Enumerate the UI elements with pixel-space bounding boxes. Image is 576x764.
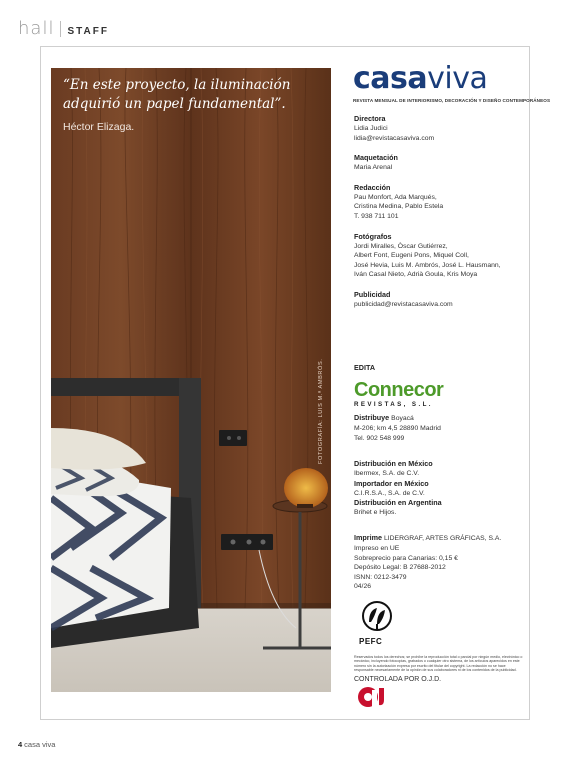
- connecor-subtitle: REVISTAS, S.L.: [354, 401, 433, 408]
- page-title: STAFF: [67, 26, 109, 37]
- edita-label: EDITA: [354, 363, 376, 372]
- staff-email: publicidad@revistacasaviva.com: [354, 300, 453, 308]
- staff-block-publicidad: [354, 290, 524, 310]
- staff-role: Directora: [354, 114, 386, 123]
- logo-part-casa: casa: [353, 61, 428, 96]
- printer-line: Sobreprecio para Canarias: 0,15 €: [354, 554, 458, 562]
- staff-line: José Hevia, Luis M. Ambrós, José L. Hausmann,: [354, 261, 501, 269]
- staff-phone: T. 938 711 101: [354, 212, 399, 220]
- distributor-name: Boyacá: [391, 415, 414, 422]
- header-divider: [60, 21, 61, 37]
- printer-label: Imprime: [354, 533, 382, 542]
- staff-line: Albert Font, Eugeni Pons, Miquel Coll,: [354, 252, 469, 260]
- pull-quote: “En este proyecto, la iluminación adquirió un papel fundamental”.: [63, 77, 291, 112]
- legal-notice: Reservados todos los derechos; se prohíbe la reproducción total o parcial por ningún medio, electrónico o mecánico, incluyendo fotocopias, grabados o cualquier otro sistema, de los artículos aparecidos en este número sin la autorización expresa por escrito del titular del copyright. La redacción no se hace responsable necesariamente de la opinión de sus colaboradores ni de los contenidos de la publicidad.: [354, 655, 523, 673]
- logo-part-viva: viva: [427, 61, 488, 96]
- staff-role: Publicidad: [354, 289, 391, 299]
- staff-role: Redacción: [354, 182, 391, 192]
- staff-line: Pau Monfort, Ada Marqués,: [354, 193, 437, 201]
- masthead: [353, 61, 551, 103]
- ojd-label: CONTROLADA POR O.J.D.: [354, 676, 442, 683]
- intl-value: Ibermex, S.A. de C.V.: [354, 470, 420, 477]
- staff-line: Iván Casal Nieto, Adrià Goula, Kris Moya: [354, 271, 478, 279]
- staff-credits: [354, 114, 524, 320]
- distributor-heading: [354, 413, 524, 424]
- page-number: 4: [18, 740, 23, 749]
- quote-author: Héctor Elizaga.: [63, 121, 135, 133]
- staff-email: lidia@revistacasaviva.com: [354, 134, 435, 142]
- photo-credit-text: FOTOGRAFÍA: LUIS M.ª AMBRÓS.: [318, 358, 324, 464]
- staff-block-fotografos: [354, 232, 524, 280]
- staff-line: Lidia Judici: [354, 125, 388, 132]
- pefc-label: PEFC: [359, 637, 383, 646]
- intl-label: Distribución en Argentina: [354, 498, 442, 508]
- printer-line: Depósito Legal: B 27688-2012: [354, 564, 446, 572]
- distributor-label: Distribuye: [354, 413, 390, 422]
- footer-magazine: casa viva: [24, 740, 56, 749]
- intl-value: Brihet e Hijos.: [354, 509, 397, 517]
- masthead-tagline: REVISTA MENSUAL DE INTERIORISMO, DECORACIÓN Y DISEÑO CONTEMPORÁNEOS: [353, 98, 551, 103]
- casaviva-logo: [353, 62, 523, 96]
- staff-line: Maria Arenal: [354, 164, 393, 172]
- printer-line: Impreso en UE: [354, 545, 400, 552]
- printer-heading: [354, 533, 524, 544]
- printer-block: [354, 533, 524, 592]
- staff-line: Jordi Miralles, Òscar Gutiérrez,: [354, 242, 448, 250]
- distributor-address: M-206; km 4,5 28890 Madrid: [354, 425, 441, 432]
- printer-name: LIDERGRAF, ARTES GRÁFICAS, S.A.: [383, 535, 502, 542]
- connecor-logo: Connecor: [354, 379, 444, 401]
- staff-line: Cristina Medina, Pablo Estela: [354, 203, 444, 211]
- distributor-phone: Tel. 902 548 999: [354, 434, 405, 442]
- staff-block-directora: [354, 114, 524, 143]
- printer-line: 04/26: [354, 583, 372, 591]
- publisher-block: [354, 363, 524, 408]
- printer-line: ISNN: 0212-3479: [354, 573, 407, 581]
- distributor-block: [354, 413, 524, 443]
- section-header: [18, 18, 109, 40]
- staff-role: Fotógrafos: [354, 231, 392, 241]
- page-footer: [18, 740, 55, 749]
- intl-value: C.I.R.S.A., S.A. de C.V.: [354, 489, 425, 497]
- ojd-logo-icon: [355, 686, 385, 708]
- bedroom-photo-illustration: [51, 68, 331, 692]
- staff-block-redaccion: [354, 183, 524, 222]
- international-distribution: [354, 459, 524, 518]
- intl-label: Importador en México: [354, 478, 429, 488]
- bedroom-photo: [51, 68, 331, 692]
- intl-label: Distribución en México: [354, 459, 433, 468]
- staff-role: Maquetación: [354, 153, 398, 163]
- section-name: hall: [18, 18, 55, 39]
- staff-block-maquetacion: [354, 153, 524, 173]
